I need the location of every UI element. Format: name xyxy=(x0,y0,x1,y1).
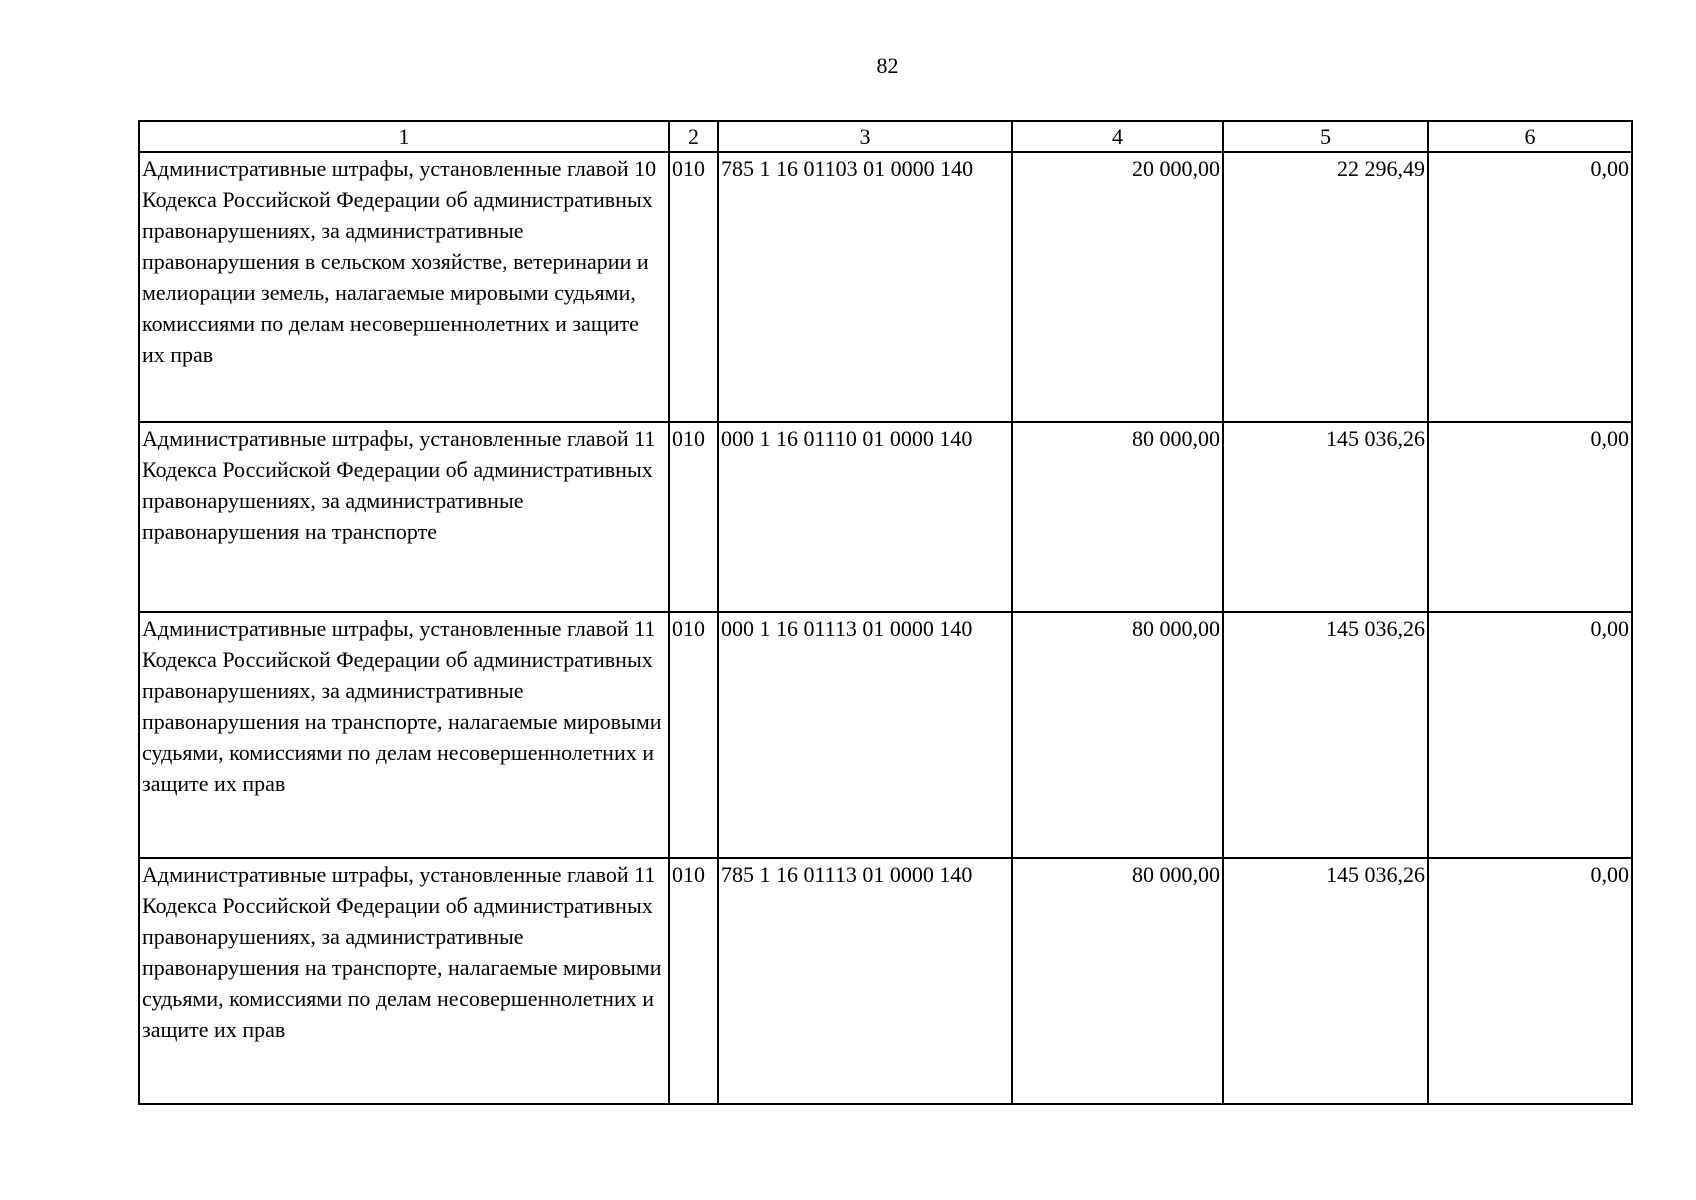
table-row xyxy=(139,152,1632,422)
table-header-row xyxy=(139,121,1632,152)
column-header: 2 xyxy=(669,121,718,152)
column-6-value: 0,00 xyxy=(1428,152,1632,422)
page-number: 82 xyxy=(876,53,899,78)
revenue-name-cell: Административные штрафы, установленные главой 11 Кодекса Российской Федерации об административных правонарушениях, за административные правонарушения на транспорте, налагаемые мировыми судьями, комиссиями по делам несовершеннолетних и защите их прав xyxy=(139,858,669,1104)
table-row xyxy=(139,612,1632,858)
classification-code-cell: 000 1 16 01113 01 0000 140 xyxy=(718,612,1012,858)
column-6-value: 0,00 xyxy=(1428,858,1632,1104)
column-4-value: 80 000,00 xyxy=(1012,612,1223,858)
column-4-value: 20 000,00 xyxy=(1012,152,1223,422)
column-header: 4 xyxy=(1012,121,1223,152)
table-row xyxy=(139,858,1632,1104)
revenue-name-cell: Административные штрафы, установленные главой 11 Кодекса Российской Федерации об административных правонарушениях, за административные правонарушения на транспорте xyxy=(139,422,669,612)
classification-code-cell: 785 1 16 01113 01 0000 140 xyxy=(718,858,1012,1104)
column-header: 1 xyxy=(139,121,669,152)
column-5-value: 145 036,26 xyxy=(1223,422,1428,612)
column-5-value: 145 036,26 xyxy=(1223,858,1428,1104)
line-code-cell: 010 xyxy=(669,612,718,858)
classification-code-cell: 000 1 16 01110 01 0000 140 xyxy=(718,422,1012,612)
column-header: 5 xyxy=(1223,121,1428,152)
column-5-value: 22 296,49 xyxy=(1223,152,1428,422)
column-header: 3 xyxy=(718,121,1012,152)
revenue-name-cell: Административные штрафы, установленные главой 11 Кодекса Российской Федерации об административных правонарушениях, за административные правонарушения на транспорте, налагаемые мировыми судьями, комиссиями по делам несовершеннолетних и защите их прав xyxy=(139,612,669,858)
column-4-value: 80 000,00 xyxy=(1012,422,1223,612)
line-code-cell: 010 xyxy=(669,858,718,1104)
column-6-value: 0,00 xyxy=(1428,422,1632,612)
column-4-value: 80 000,00 xyxy=(1012,858,1223,1104)
column-header: 6 xyxy=(1428,121,1632,152)
table-row xyxy=(139,422,1632,612)
column-5-value: 145 036,26 xyxy=(1223,612,1428,858)
classification-code-cell: 785 1 16 01103 01 0000 140 xyxy=(718,152,1012,422)
report-table xyxy=(138,120,1633,1105)
revenue-name-cell: Административные штрафы, установленные главой 10 Кодекса Российской Федерации об административных правонарушениях, за административные правонарушения в сельском хозяйстве, ветеринарии и мелиорации земель, налагаемые мировыми судьями, комиссиями по делам несовершеннолетних и защите их прав xyxy=(139,152,669,422)
line-code-cell: 010 xyxy=(669,422,718,612)
line-code-cell: 010 xyxy=(669,152,718,422)
column-6-value: 0,00 xyxy=(1428,612,1632,858)
